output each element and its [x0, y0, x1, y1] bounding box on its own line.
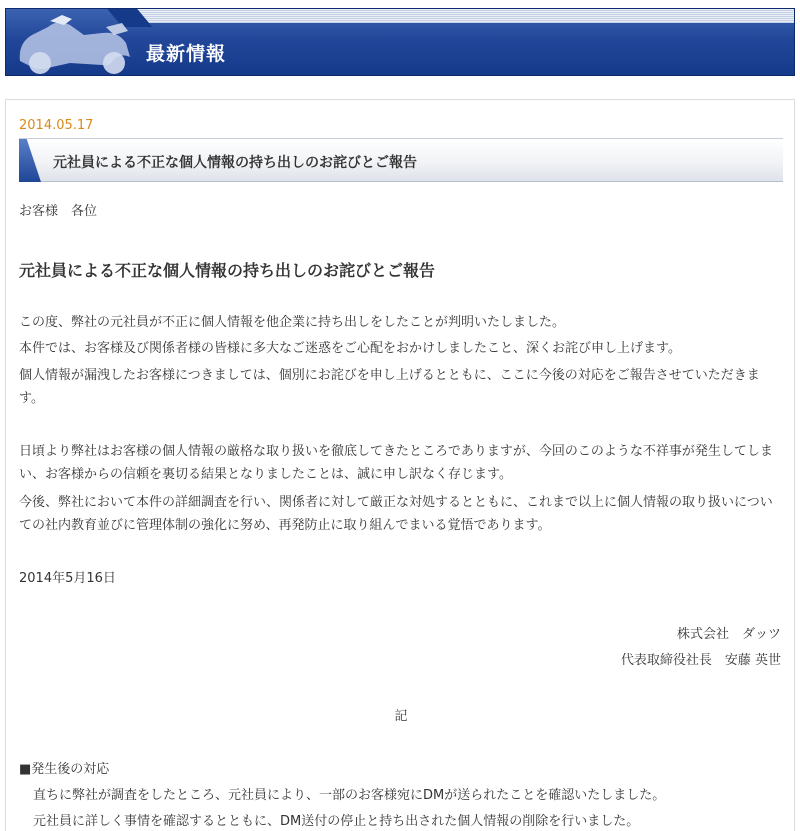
header-banner [5, 8, 795, 76]
banner-stripes [126, 9, 794, 23]
article-headline: 元社員による不正な個人情報の持ち出しのお詫びとご報告 [19, 261, 436, 280]
section-heading: ■発生後の対応 [19, 762, 110, 777]
article-date: 2014.05.17 [19, 118, 94, 133]
paragraph-line: 今後、弊社において本件の詳細調査を行い、関係者に対して厳正な対処するとともに、これまで以上に個人情報の取り扱いについての社内教育並びに管理体制の強化に努め、再発防止に取り組んでまいる覚悟であります。 [19, 495, 773, 533]
article-title: 元社員による不正な個人情報の持ち出しのお詫びとご報告 [53, 155, 417, 171]
paragraph-line: この度、弊社の元社員が不正に個人情報を他企業に持ち出しをしたことが判明いたしました。 [19, 315, 566, 330]
sign-date: 2014年5月16日 [19, 571, 116, 586]
article-title-bar [19, 138, 783, 182]
representative-name: 代表取締役社長 安藤 英世 [620, 653, 781, 668]
section-line: 元社員に詳しく事情を確認するとともに、DM送付の停止と持ち出された個人情報の削除を行いました。 [33, 814, 640, 829]
title-accent [19, 139, 41, 182]
paragraph-line: 日頃より弊社はお客様の個人情報の厳格な取り扱いを徹底してきたところでありますが、今回のこのような不祥事が発生してしまい、お客様からの信頼を裏切る結果となりましたことは、誠に申し訳なく存じます。 [19, 444, 773, 482]
article-frame [5, 99, 795, 831]
ki-mark: 記 [394, 709, 408, 724]
salutation: お客様 各位 [19, 204, 98, 219]
company-name: 株式会社 ダッツ [676, 627, 781, 642]
paragraph-line: 本件では、お客様及び関係者様の皆様に多大なご迷惑をご心配をおかけしましたこと、深くお詫び申し上げます。 [19, 341, 681, 356]
page-title: 最新情報 [146, 43, 227, 65]
paragraph-line: 個人情報が漏洩したお客様につきましては、個別にお詫びを申し上げるとともに、ここに今後の対応をご報告させていただきます。 [19, 368, 760, 406]
section-line: 直ちに弊社が調査をしたところ、元社員により、一部のお客様宛にDMが送られたことを確認いたしました。 [33, 788, 666, 803]
motorcycle-silhouette-icon [10, 13, 138, 75]
